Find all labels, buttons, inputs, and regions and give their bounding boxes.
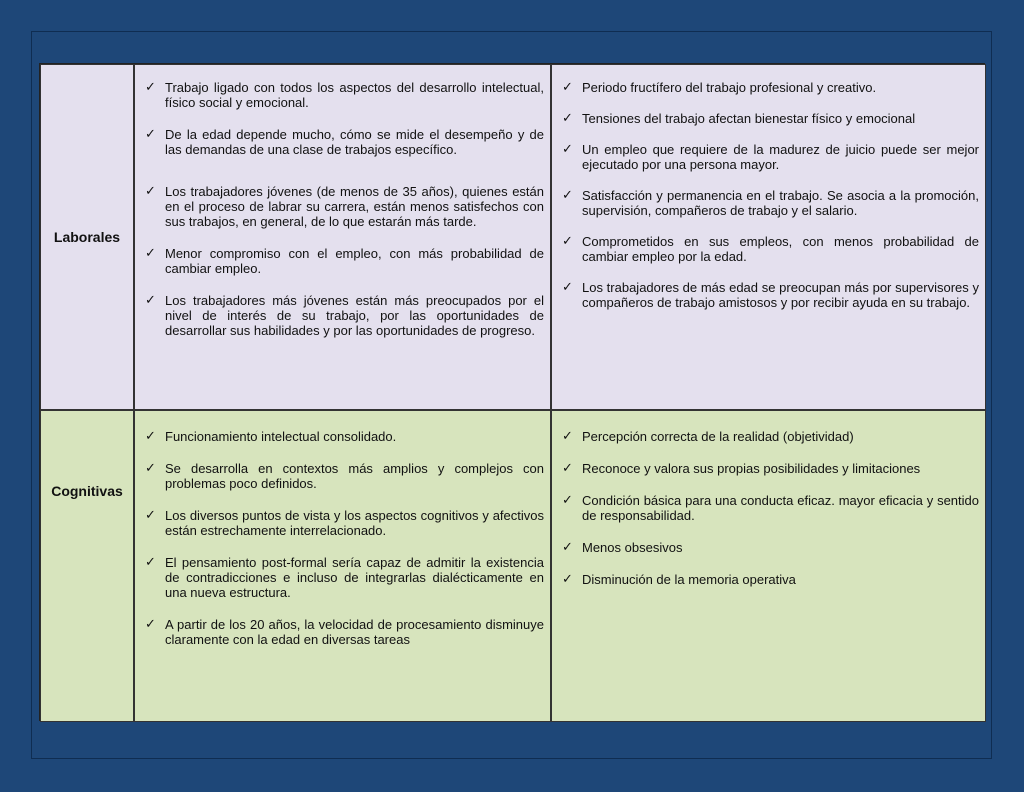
list-item: ✓ Percepción correcta de la realidad (objetividad) xyxy=(562,429,854,444)
check-icon: ✓ xyxy=(145,184,156,199)
row-label-text: Cognitivas xyxy=(51,483,123,499)
list-item: ✓ Condición básica para una conducta eficaz. mayor eficacia y sentido de responsabilidad. xyxy=(562,493,979,523)
list-item: ✓ Trabajo ligado con todos los aspectos del desarrollo intelectual, físico social y emocional. xyxy=(145,80,544,110)
laborales-right-list xyxy=(558,80,979,310)
cognitivas-left-cell xyxy=(134,410,551,722)
check-icon: ✓ xyxy=(145,461,156,476)
check-icon: ✓ xyxy=(562,572,573,587)
list-item: ✓ A partir de los 20 años, la velocidad de procesamiento disminuye claramente con la edad en diversas tareas xyxy=(145,617,544,647)
check-icon: ✓ xyxy=(562,493,573,508)
list-item: ✓ Los trabajadores de más edad se preocupan más por supervisores y compañeros de trabajo amistosos y por recibir ayuda en su trabajo. xyxy=(562,280,979,310)
check-icon: ✓ xyxy=(145,617,156,632)
check-icon: ✓ xyxy=(562,429,573,444)
check-icon: ✓ xyxy=(145,127,156,142)
comparison-table xyxy=(39,63,985,721)
row-label-laborales xyxy=(40,64,134,410)
list-item: ✓ Funcionamiento intelectual consolidado. xyxy=(145,429,397,444)
check-icon: ✓ xyxy=(145,508,156,523)
list-item: ✓ Periodo fructífero del trabajo profesional y creativo. xyxy=(562,80,877,95)
check-icon: ✓ xyxy=(562,188,573,203)
list-item: ✓ Tensiones del trabajo afectan bienestar físico y emocional xyxy=(562,111,916,126)
list-item: ✓ El pensamiento post-formal sería capaz de admitir la existencia de contradicciones e incluso de integrarlas dialécticamente en una nueva estructura. xyxy=(145,555,544,600)
check-icon: ✓ xyxy=(145,246,156,261)
row-label-cognitivas xyxy=(40,410,134,722)
laborales-left-list xyxy=(141,80,544,338)
check-icon: ✓ xyxy=(562,111,573,126)
check-icon: ✓ xyxy=(562,280,573,295)
list-item: ✓ Disminución de la memoria operativa xyxy=(562,572,796,587)
list-item: ✓ Un empleo que requiere de la madurez de juicio puede ser mejor ejecutado por una persona mayor. xyxy=(562,142,979,172)
list-item: ✓ Los trabajadores más jóvenes están más preocupados por el nivel de interés de su trabajo, por las oportunidades de desarrollar sus habilidades y por las oportunidades de progreso. xyxy=(145,293,544,338)
cognitivas-right-cell xyxy=(551,410,986,722)
laborales-left-cell xyxy=(134,64,551,410)
list-item: ✓ Reconoce y valora sus propias posibilidades y limitaciones xyxy=(562,461,921,476)
list-item: ✓ Los trabajadores jóvenes (de menos de 35 años), quienes están en el proceso de labrar su carrera, están menos satisfechos con sus trabajos, en general, de lo que estarán más tarde. xyxy=(145,184,544,229)
check-icon: ✓ xyxy=(145,429,156,444)
cognitivas-right-list xyxy=(558,429,979,587)
cognitivas-left-list xyxy=(141,429,544,647)
check-icon: ✓ xyxy=(562,142,573,157)
check-icon: ✓ xyxy=(562,540,573,555)
list-item: ✓ De la edad depende mucho, cómo se mide el desempeño y de las demandas de una clase de trabajos específico. xyxy=(145,127,544,157)
list-item: ✓ Satisfacción y permanencia en el trabajo. Se asocia a la promoción, supervisión, compañeros de trabajo y el salario. xyxy=(562,188,979,218)
list-item: ✓ Comprometidos en sus empleos, con menos probabilidad de cambiar empleo por la edad. xyxy=(562,234,979,264)
check-icon: ✓ xyxy=(562,461,573,476)
check-icon: ✓ xyxy=(562,234,573,249)
laborales-right-cell xyxy=(551,64,986,410)
check-icon: ✓ xyxy=(145,80,156,95)
check-icon: ✓ xyxy=(145,293,156,308)
list-item: ✓ Los diversos puntos de vista y los aspectos cognitivos y afectivos están estrechamente interrelacionado. xyxy=(145,508,544,538)
list-item: ✓ Menos obsesivos xyxy=(562,540,683,555)
check-icon: ✓ xyxy=(145,555,156,570)
list-item: ✓ Se desarrolla en contextos más amplios y complejos con problemas poco definidos. xyxy=(145,461,544,491)
row-label-text: Laborales xyxy=(53,229,121,245)
list-item: ✓ Menor compromiso con el empleo, con más probabilidad de cambiar empleo. xyxy=(145,246,544,276)
check-icon: ✓ xyxy=(562,80,573,95)
